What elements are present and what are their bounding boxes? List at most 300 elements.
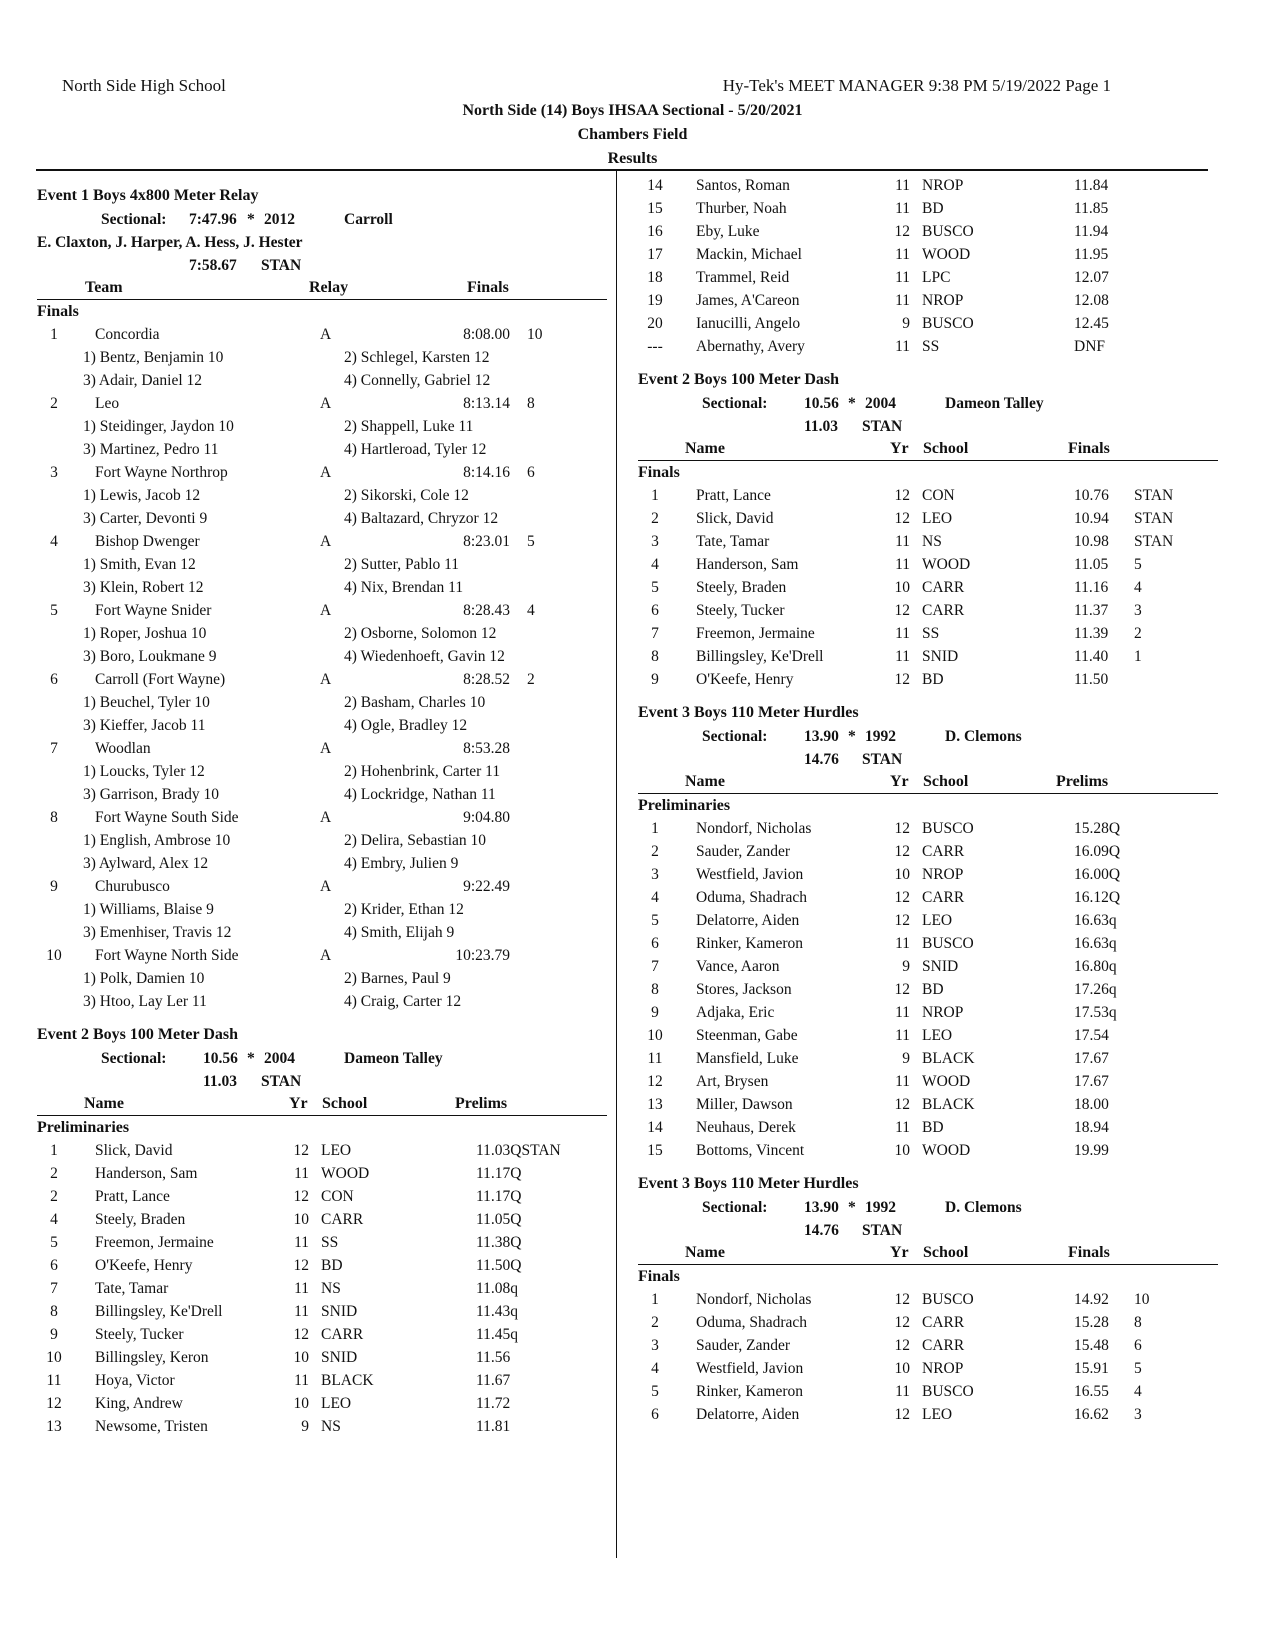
runner: 2) Osborne, Solomon 12 xyxy=(344,625,497,642)
year: 10 xyxy=(894,866,910,883)
mark: 16.63q xyxy=(1074,912,1117,929)
athlete-name: Miller, Dawson xyxy=(696,1096,793,1113)
relay-team-row xyxy=(37,668,607,691)
runner: 3) Kieffer, Jacob 11 xyxy=(83,717,206,734)
place: 2 xyxy=(50,1188,58,1205)
year: 12 xyxy=(293,1326,309,1343)
result-row xyxy=(638,909,1218,932)
place: 20 xyxy=(647,315,663,332)
relay-team-row xyxy=(37,599,607,622)
mark: 12.08 xyxy=(1074,292,1109,309)
runner: 3) Adair, Daniel 12 xyxy=(83,372,203,389)
year: 9 xyxy=(301,1418,309,1435)
points-or-standard: 3 xyxy=(1134,1406,1142,1423)
standard-time: 14.76 xyxy=(804,1222,839,1239)
relay-team-row xyxy=(37,530,607,553)
school: LEO xyxy=(922,510,953,527)
finals-time: 8:23.01 xyxy=(463,533,510,550)
year: 10 xyxy=(894,579,910,596)
year: 12 xyxy=(293,1188,309,1205)
relay-results xyxy=(37,323,607,1013)
school: CARR xyxy=(922,889,965,906)
relay-letter: A xyxy=(320,464,332,481)
athlete-name: Hoya, Victor xyxy=(95,1372,175,1389)
result-row xyxy=(638,1311,1218,1334)
school: CARR xyxy=(922,1337,965,1354)
place: 8 xyxy=(651,648,659,665)
result-row xyxy=(37,1208,607,1231)
mark: 17.67 xyxy=(1074,1073,1109,1090)
mark: 11.17Q xyxy=(476,1188,522,1205)
result-row xyxy=(638,1357,1218,1380)
result-row xyxy=(37,1277,607,1300)
year: 10 xyxy=(894,1142,910,1159)
result-row xyxy=(638,978,1218,1001)
place: 7 xyxy=(50,1280,58,1297)
relay-letter: A xyxy=(320,602,332,619)
place: 4 xyxy=(651,556,659,573)
result-row xyxy=(638,886,1218,909)
place: 9 xyxy=(651,1004,659,1021)
school: SS xyxy=(922,338,940,355)
place: 11 xyxy=(46,1372,62,1389)
record-year: 2004 xyxy=(264,1050,295,1067)
result-row xyxy=(638,576,1218,599)
runner: 4) Nix, Brendan 11 xyxy=(344,579,464,596)
result-row xyxy=(37,1231,607,1254)
place: 13 xyxy=(647,1096,663,1113)
mark: 11.17Q xyxy=(476,1165,522,1182)
relay-runners-row xyxy=(37,967,607,990)
event-title: Event 2 Boys 100 Meter Dash xyxy=(37,1026,239,1043)
year: 11 xyxy=(895,625,910,642)
runner: 3) Garrison, Brady 10 xyxy=(83,786,220,803)
col-yr: Yr xyxy=(890,440,909,457)
standard-time: 7:58.67 xyxy=(189,257,237,274)
relay-letter: A xyxy=(320,878,332,895)
hurdle-final-results xyxy=(638,1288,1218,1426)
school: BUSCO xyxy=(922,315,974,332)
record-star: * xyxy=(848,1199,856,1216)
event-title: Event 2 Boys 100 Meter Dash xyxy=(638,371,840,388)
school: CARR xyxy=(321,1211,364,1228)
col-school: School xyxy=(923,773,969,790)
place: 5 xyxy=(50,602,58,619)
year: 12 xyxy=(293,1257,309,1274)
school: LPC xyxy=(922,269,951,286)
result-row xyxy=(37,1346,607,1369)
runner: 2) Hohenbrink, Carter 11 xyxy=(344,763,501,780)
school: CARR xyxy=(922,602,965,619)
event-hurdles-finals xyxy=(638,1172,1218,1426)
mark: 11.38Q xyxy=(476,1234,522,1251)
year: 9 xyxy=(902,315,910,332)
school: WOOD xyxy=(922,556,971,573)
runner: 3) Boro, Loukmane 9 xyxy=(83,648,217,665)
mark: 11.39 xyxy=(1074,625,1109,642)
mark: 11.50 xyxy=(1074,671,1109,688)
standard-label: STAN xyxy=(862,1222,903,1239)
result-row xyxy=(638,1047,1218,1070)
school: CARR xyxy=(321,1326,364,1343)
result-row xyxy=(638,1288,1218,1311)
school: NS xyxy=(922,533,942,550)
record-time: 7:47.96 xyxy=(189,211,237,228)
athlete-name: Billingsley, Ke'Drell xyxy=(95,1303,223,1320)
finals-time: 9:04.80 xyxy=(463,809,510,826)
year: 11 xyxy=(895,533,910,550)
place: 12 xyxy=(647,1073,663,1090)
athlete-name: Vance, Aaron xyxy=(696,958,780,975)
place: 6 xyxy=(651,1406,659,1423)
year: 12 xyxy=(894,510,910,527)
school: WOOD xyxy=(922,246,971,263)
place: 11 xyxy=(647,1050,663,1067)
relay-team-row xyxy=(37,392,607,415)
runner: 4) Lockridge, Nathan 11 xyxy=(344,786,496,803)
relay-runners-row xyxy=(37,553,607,576)
place: 8 xyxy=(50,809,58,826)
school: SNID xyxy=(321,1349,358,1366)
athlete-name: Ianucilli, Angelo xyxy=(696,315,801,332)
relay-runners-row xyxy=(37,990,607,1013)
athlete-name: Stores, Jackson xyxy=(696,981,792,998)
relay-team-row xyxy=(37,875,607,898)
place: 18 xyxy=(647,269,663,286)
results-heading: Results xyxy=(607,150,658,167)
year: 11 xyxy=(895,1027,910,1044)
record-label: Sectional: xyxy=(702,1199,768,1216)
place: 1 xyxy=(50,326,58,343)
record-year: 1992 xyxy=(865,728,896,745)
section-label: Finals xyxy=(638,1268,680,1285)
place: 7 xyxy=(50,740,58,757)
mark: 11.56 xyxy=(476,1349,511,1366)
section-label: Preliminaries xyxy=(638,797,731,814)
place: 2 xyxy=(50,395,58,412)
points-or-standard: 4 xyxy=(1134,1383,1142,1400)
year: 12 xyxy=(894,487,910,504)
school: NS xyxy=(321,1418,341,1435)
left-column xyxy=(37,184,607,1438)
place: 1 xyxy=(651,820,659,837)
athlete-name: Slick, David xyxy=(95,1142,173,1159)
school: LEO xyxy=(321,1142,352,1159)
year: 11 xyxy=(895,177,910,194)
school: SNID xyxy=(321,1303,358,1320)
mark: 11.40 xyxy=(1074,648,1109,665)
school: BUSCO xyxy=(922,1291,974,1308)
relay-team-row xyxy=(37,323,607,346)
athlete-name: Westfield, Javion xyxy=(696,1360,804,1377)
year: 11 xyxy=(895,1073,910,1090)
year: 11 xyxy=(895,292,910,309)
school: WOOD xyxy=(922,1142,971,1159)
runner: 3) Htoo, Lay Ler 11 xyxy=(83,993,207,1010)
finals-time: 8:08.00 xyxy=(463,326,510,343)
standard-label: STAN xyxy=(862,418,903,435)
place: 5 xyxy=(50,1234,58,1251)
mark: 11.05Q xyxy=(476,1211,522,1228)
finals-time: 8:28.43 xyxy=(463,602,510,619)
mark: 19.99 xyxy=(1074,1142,1109,1159)
mark: 16.63q xyxy=(1074,935,1117,952)
place: 4 xyxy=(651,889,659,906)
runner: 4) Craig, Carter 12 xyxy=(344,993,462,1010)
mark: DNF xyxy=(1074,338,1106,355)
relay-runners-row xyxy=(37,760,607,783)
place: 14 xyxy=(647,1119,663,1136)
school: BD xyxy=(922,981,944,998)
place: 5 xyxy=(651,1383,659,1400)
place: 2 xyxy=(50,1165,58,1182)
school: NROP xyxy=(922,177,964,194)
mark: 15.91 xyxy=(1074,1360,1109,1377)
place: 6 xyxy=(651,935,659,952)
runner: 4) Ogle, Bradley 12 xyxy=(344,717,468,734)
col-finals: Finals xyxy=(1068,1244,1110,1261)
col-team: Team xyxy=(85,279,123,296)
points-or-standard: 8 xyxy=(1134,1314,1142,1331)
team-name: Fort Wayne Snider xyxy=(95,602,212,619)
mark: 17.26q xyxy=(1074,981,1117,998)
school: NROP xyxy=(922,866,964,883)
relay-team-row xyxy=(37,944,607,967)
relay-runners-row xyxy=(37,484,607,507)
athlete-name: Mackin, Michael xyxy=(696,246,802,263)
year: 9 xyxy=(902,958,910,975)
athlete-name: Handerson, Sam xyxy=(95,1165,198,1182)
athlete-name: Steely, Tucker xyxy=(696,602,785,619)
athlete-name: Newsome, Tristen xyxy=(95,1418,208,1435)
result-row xyxy=(638,1380,1218,1403)
event-dash-prelims xyxy=(37,1023,607,1438)
runner: 4) Connelly, Gabriel 12 xyxy=(344,372,491,389)
runner: 1) Steidinger, Jaydon 10 xyxy=(83,418,234,435)
runner: 4) Wiedenhoeft, Gavin 12 xyxy=(344,648,505,665)
mark: 16.80q xyxy=(1074,958,1117,975)
record-star: * xyxy=(247,1050,255,1067)
year: 12 xyxy=(894,1291,910,1308)
result-row xyxy=(638,1116,1218,1139)
school: LEO xyxy=(922,912,953,929)
runner: 1) Loucks, Tyler 12 xyxy=(83,763,205,780)
place: 12 xyxy=(46,1395,62,1412)
mark: 16.12Q xyxy=(1074,889,1121,906)
record-year: 2012 xyxy=(264,211,295,228)
col-yr: Yr xyxy=(890,773,909,790)
year: 12 xyxy=(894,1314,910,1331)
mark: 15.28Q xyxy=(1074,820,1121,837)
place: 9 xyxy=(651,671,659,688)
school: CARR xyxy=(922,1314,965,1331)
runner: 3) Emenhiser, Travis 12 xyxy=(83,924,232,941)
place: 1 xyxy=(651,487,659,504)
place: 1 xyxy=(651,1291,659,1308)
points-or-standard: 2 xyxy=(1134,625,1142,642)
place: 3 xyxy=(651,1337,659,1354)
school: BLACK xyxy=(321,1372,374,1389)
record-time: 10.56 xyxy=(203,1050,238,1067)
school: SNID xyxy=(922,648,959,665)
relay-runners-row xyxy=(37,507,607,530)
dash-final-results xyxy=(638,484,1218,691)
relay-runners-row xyxy=(37,714,607,737)
runner: 4) Hartleroad, Tyler 12 xyxy=(344,441,487,458)
result-row xyxy=(638,817,1218,840)
relay-letter: A xyxy=(320,326,332,343)
runner: 3) Klein, Robert 12 xyxy=(83,579,204,596)
col-finals: Finals xyxy=(1068,440,1110,457)
mark: 16.55 xyxy=(1074,1383,1109,1400)
points-or-standard: STAN xyxy=(1134,510,1174,527)
athlete-name: Steely, Tucker xyxy=(95,1326,184,1343)
relay-letter: A xyxy=(320,395,332,412)
runner: 1) Williams, Blaise 9 xyxy=(83,901,214,918)
place: 6 xyxy=(651,602,659,619)
col-name: Name xyxy=(685,773,725,790)
relay-letter: A xyxy=(320,671,332,688)
athlete-name: King, Andrew xyxy=(95,1395,183,1412)
place: 15 xyxy=(647,1142,663,1159)
school: WOOD xyxy=(321,1165,370,1182)
runner: 2) Basham, Charles 10 xyxy=(344,694,486,711)
athlete-name: James, A'Careon xyxy=(696,292,800,309)
mark: 11.37 xyxy=(1074,602,1109,619)
record-label: Sectional: xyxy=(702,728,768,745)
athlete-name: Santos, Roman xyxy=(696,177,790,194)
year: 11 xyxy=(294,1372,309,1389)
points-or-standard: 6 xyxy=(1134,1337,1142,1354)
team-name: Concordia xyxy=(95,326,160,343)
col-name: Name xyxy=(685,440,725,457)
result-row xyxy=(37,1185,607,1208)
athlete-name: Nondorf, Nicholas xyxy=(696,820,812,837)
mark: 11.45q xyxy=(476,1326,519,1343)
col-yr: Yr xyxy=(890,1244,909,1261)
athlete-name: Eby, Luke xyxy=(696,223,760,240)
column-divider xyxy=(616,170,617,1558)
result-row xyxy=(638,530,1218,553)
place: 1 xyxy=(50,1142,58,1159)
column-header xyxy=(638,771,1218,794)
runner: 3) Martinez, Pedro 11 xyxy=(83,441,219,458)
points-or-standard: 4 xyxy=(1134,579,1142,596)
right-column xyxy=(638,174,1218,1426)
result-row xyxy=(37,1369,607,1392)
place: 10 xyxy=(46,1349,62,1366)
relay-letter: A xyxy=(320,947,332,964)
software-stamp: Hy-Tek's MEET MANAGER 9:38 PM 5/19/2022 Page 1 xyxy=(722,76,1111,95)
relay-letter: A xyxy=(320,740,332,757)
athlete-name: Mansfield, Luke xyxy=(696,1050,799,1067)
relay-runners-row xyxy=(37,346,607,369)
record-year: 1992 xyxy=(865,1199,896,1216)
team-name: Fort Wayne Northrop xyxy=(95,464,228,481)
dash-prelim-results-continued xyxy=(638,174,1218,358)
athlete-name: Bottoms, Vincent xyxy=(696,1142,805,1159)
result-row xyxy=(638,1403,1218,1426)
relay-letter: A xyxy=(320,809,332,826)
mark: 18.00 xyxy=(1074,1096,1109,1113)
relay-runners-row xyxy=(37,576,607,599)
school: BD xyxy=(922,200,944,217)
column-header xyxy=(638,1242,1218,1265)
mark: 18.94 xyxy=(1074,1119,1109,1136)
athlete-name: Thurber, Noah xyxy=(696,200,787,217)
points-or-standard: STAN xyxy=(1134,533,1174,550)
result-row xyxy=(37,1139,607,1162)
school: NROP xyxy=(922,1360,964,1377)
points-or-standard: STAN xyxy=(1134,487,1174,504)
mark: 11.94 xyxy=(1074,223,1109,240)
runner: 4) Smith, Elijah 9 xyxy=(344,924,455,941)
school: CON xyxy=(321,1188,354,1205)
place: 15 xyxy=(647,200,663,217)
hurdle-prelim-results xyxy=(638,817,1218,1162)
school: SNID xyxy=(922,958,959,975)
mark: 11.72 xyxy=(476,1395,511,1412)
athlete-name: Delatorre, Aiden xyxy=(696,1406,800,1423)
year: 12 xyxy=(894,912,910,929)
year: 12 xyxy=(894,981,910,998)
year: 11 xyxy=(294,1303,309,1320)
standard-time: 11.03 xyxy=(203,1073,238,1090)
points: 4 xyxy=(527,602,535,619)
year: 11 xyxy=(895,269,910,286)
school: LEO xyxy=(321,1395,352,1412)
result-row xyxy=(638,220,1218,243)
record-year: 2004 xyxy=(865,395,896,412)
result-row xyxy=(638,1139,1218,1162)
year: 10 xyxy=(293,1211,309,1228)
place: 2 xyxy=(651,510,659,527)
result-row xyxy=(37,1323,607,1346)
runner: 1) Beuchel, Tyler 10 xyxy=(83,694,210,711)
result-row xyxy=(638,507,1218,530)
year: 10 xyxy=(894,1360,910,1377)
relay-runners-row xyxy=(37,691,607,714)
year: 11 xyxy=(895,246,910,263)
mark: 15.48 xyxy=(1074,1337,1109,1354)
place: 7 xyxy=(651,958,659,975)
place: 3 xyxy=(651,866,659,883)
relay-runners-row xyxy=(37,852,607,875)
place: 7 xyxy=(651,625,659,642)
section-label: Finals xyxy=(37,303,79,320)
mark: 16.62 xyxy=(1074,1406,1109,1423)
school: BD xyxy=(922,671,944,688)
athlete-name: Delatorre, Aiden xyxy=(696,912,800,929)
athlete-name: Steely, Braden xyxy=(696,579,787,596)
place: 5 xyxy=(651,579,659,596)
points: 2 xyxy=(527,671,535,688)
place: 9 xyxy=(50,878,58,895)
runner: 3) Aylward, Alex 12 xyxy=(83,855,209,872)
result-row xyxy=(638,1001,1218,1024)
points-or-standard: 3 xyxy=(1134,602,1142,619)
record-star: * xyxy=(848,395,856,412)
dash-prelim-results xyxy=(37,1139,607,1438)
athlete-name: Sauder, Zander xyxy=(696,843,791,860)
result-row xyxy=(638,599,1218,622)
place: 3 xyxy=(50,464,58,481)
place: 10 xyxy=(647,1027,663,1044)
year: 12 xyxy=(894,223,910,240)
mark: 11.85 xyxy=(1074,200,1109,217)
year: 10 xyxy=(293,1395,309,1412)
result-row xyxy=(638,645,1218,668)
